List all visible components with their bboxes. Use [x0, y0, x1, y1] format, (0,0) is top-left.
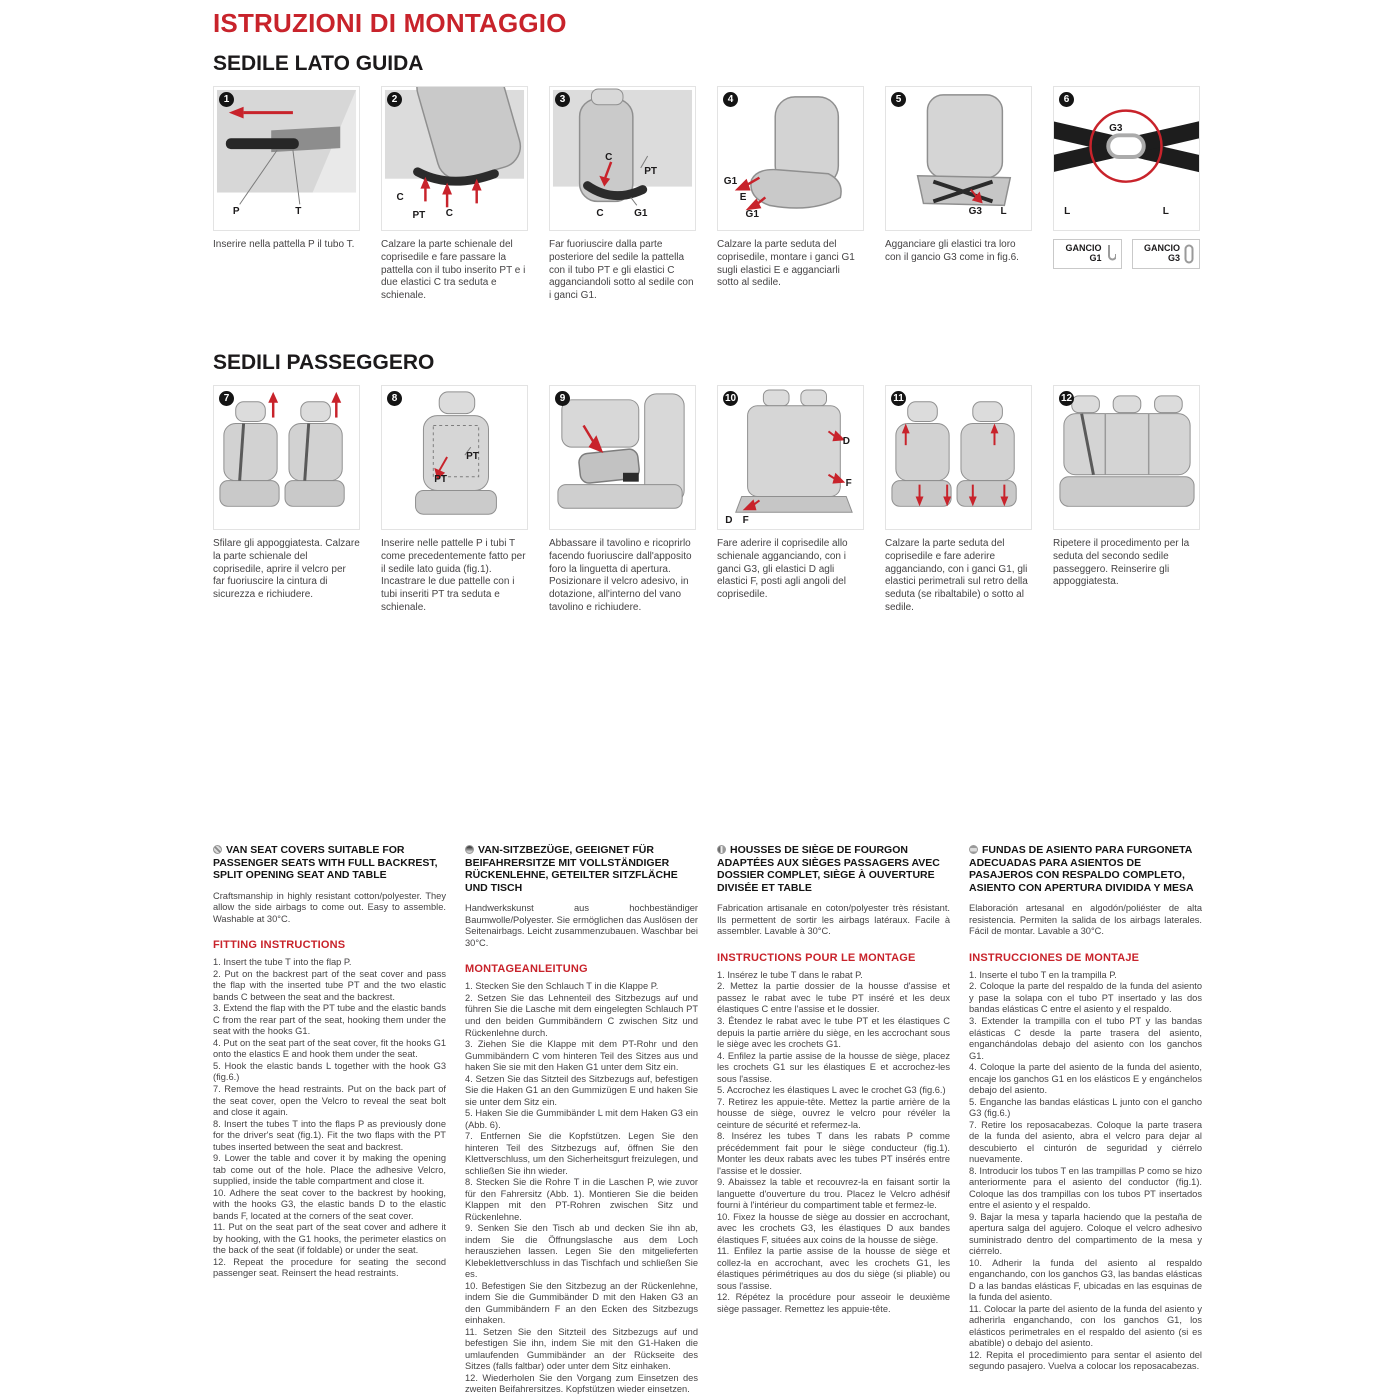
figure-8-panel [381, 385, 528, 530]
hook-g1-legend [1053, 239, 1122, 269]
column-english-header-text: VAN SEAT COVERS SUITABLE FOR PASSENGER SEATS WITH FULL BACKREST, SPLIT OPENING SEAT AND TABLE [213, 844, 438, 882]
page-title: ISTRUZIONI DI MONTAGGIO [213, 8, 567, 38]
instruction-step: 7. Retirez les appuie-tête. Mettez la partie arrière de la housse de siège, ouvrez le velcro pour révéler la ceinture de sécurité et refermez-la. [717, 1096, 950, 1130]
part-label-p: P [232, 206, 240, 218]
language-columns [213, 844, 1205, 1396]
instruction-step: 11. Colocar la parte del asiento de la funda del asiento y adherirla enganchando, con los ganchos G1, los elásticos perimetrales en el respaldo del asiento (si es abatible) o debajo del asiento. [969, 1303, 1202, 1349]
driver-captions-row [213, 239, 1205, 333]
remove-headrests-illustration [214, 386, 359, 529]
instruction-step: 5. Accrochez les élastiques L avec le crochet G3 (fig.6.) [717, 1085, 946, 1096]
instruction-step: 7. Remove the head restraints. Put on the back part of the seat cover, open the Velcro to reveal the seat bolt and close it again. [213, 1084, 446, 1118]
column-english-intro: Craftsmanship in highly resistant cotton/polyester. They allow the side airbags to come out. Easy to assemble. Washable at 30°C. [213, 890, 446, 924]
part-label-g3: G3 [1109, 123, 1123, 135]
instruction-step: 8. Insérez les tubes T dans les rabats P comme précédemment fait pour le siège conducteur (fig.1). Monter les deux rabats avec les tubes PT insérés entre l'assise et le dossier. [717, 1131, 950, 1176]
instruction-step: 11. Put on the seat part of the seat cover and adhere it by hooking, with the G1 hooks, the perimeter elastics on the back of the seat (if foldable) or under the seat. [213, 1222, 446, 1256]
instruction-step: 10. Befestigen Sie den Sitzbezug an der Rückenlehne, indem Sie die Gummibänder D mit den Haken G3 an den Gummibändern F an den Ecken des Sitzbezugs einhaken. [465, 1280, 698, 1326]
hook-g3-legend [1132, 239, 1201, 269]
instruction-step: 9. Senken Sie den Tisch ab und decken Sie ihn ab, indem Sie die Öffnungslasche aus dem Loch herausziehen lassen. Legen Sie den mitgelieferten Klebeklettverschluss in das Tischfach und schließen Sie es. [465, 1223, 698, 1280]
instruction-step: 1. Inserte el tubo T en la trampilla P. [969, 969, 1117, 980]
figure-9-caption: Abbassare il tavolino e ricoprirlo facendo fuoriuscire dall'apposito foro la linguetta di apertura. Posizionare il velcro adesivo, in dotazione, all'interno del vano tavolino e richiudere. [549, 538, 692, 613]
hook-g3-icon [1184, 244, 1194, 264]
figure-7-panel [213, 385, 360, 530]
passenger-section-title: SEDILI PASSEGGERO [213, 351, 435, 374]
instruction-step: 1. Stecken Sie den Schlauch T in die Klappe P. [465, 981, 659, 992]
figure-12-panel [1053, 385, 1200, 530]
leaflet-page [213, 0, 1205, 1396]
column-spanish-steps [969, 970, 1202, 1373]
elastics-under-seat-illustration [886, 87, 1031, 230]
part-label-l: L [1000, 206, 1007, 218]
part-label-pt: PT [434, 473, 447, 485]
figure-9-panel [549, 385, 696, 530]
instruction-step: 8. Insert the tubes T into the flaps P as previously done for the driver's seat (fig.1). Fit the two flaps with the PT tubes inserted between the seat and backrest. [213, 1118, 446, 1152]
instruction-step: 12. Wiederholen Sie den Vorgang zum Einsetzen des zweiten Beifahrersitzes. Kopfstützen wieder einsetzen. [465, 1372, 698, 1395]
hook-g3-label: GANCIO G3 [1144, 243, 1180, 263]
instruction-step: 7. Retire los reposacabezas. Coloque la parte trasera de la funda del asiento, abra el velcro para dejar al descubierto el cinturón de seguridad y ciérrelo nuevamente. [969, 1119, 1202, 1165]
column-french-header [717, 844, 950, 894]
figure-4-panel [717, 86, 864, 231]
column-german [465, 844, 698, 1396]
column-german-header-text: VAN-SITZBEZÜGE, GEEIGNET FÜR BEIFAHRERSITZE MIT VOLLSTÄNDIGER RÜCKENLEHNE, GETEILTER SITZFLÄCHE UND TISCH [465, 844, 678, 894]
flag-fr-icon [717, 845, 726, 854]
figure-1-panel [213, 86, 360, 231]
part-label-pt: PT [412, 210, 426, 222]
column-german-steps [465, 981, 698, 1396]
instruction-step: 12. Répétez la procédure pour asseoir le deuxième siège passager. Remettez les appuie-tête. [717, 1292, 950, 1314]
column-french-header-text: HOUSSES DE SIÈGE DE FOURGON ADAPTÉES AUX SIÈGES PASSAGERS AVEC DOSSIER COMPLET, SIÈGE À OUVERTURE DIVISÉE ET TABLE [717, 844, 940, 894]
backrest-cover-illustration [382, 87, 527, 230]
figure-1-caption: Inserire nella pattella P il tubo T. [213, 239, 355, 250]
part-label-d: D [842, 436, 850, 448]
column-english-header [213, 844, 446, 882]
seat-perimeter-elastics-illustration [886, 386, 1031, 529]
part-label-l: L [1064, 206, 1071, 218]
part-label-pt: PT [644, 166, 658, 178]
instruction-step: 3. Extend the flap with the PT tube and the elastic bands C from the rear part of the seat, hooking them under the seat with the hooks G1. [213, 1003, 446, 1037]
backrest-hooks-illustration [718, 386, 863, 529]
figure-5-panel [885, 86, 1032, 231]
part-label-g3: G3 [968, 206, 982, 218]
column-german-heading: MONTAGEANLEITUNG [465, 963, 588, 976]
instruction-step: 3. Ziehen Sie die Klappe mit dem PT-Rohr und den Gummibändern C vom hinteren Teil des Sitzes aus und haken Sie sie mit den Haken G1 unter dem Sitz ein. [465, 1039, 698, 1073]
figure-number-badge: 5 [891, 92, 906, 107]
figure-10-panel [717, 385, 864, 530]
column-german-intro: Handwerkskunst aus hochbeständiger Baumwolle/Polyester. Sie ermöglichen das Auslösen der Seitenairbags. Leicht zusammenzubauen. Waschbar bei 30°C. [465, 903, 698, 948]
figure-6-panel [1053, 86, 1200, 231]
instruction-step: 9. Abaissez la table et recouvrez-la en faisant sortir la languette d'ouverture du trou. Placez le Velcro adhésif fourni à l'intérieur du compartiment table et fermez-le. [717, 1177, 950, 1211]
figure-number-badge: 12 [1061, 393, 1073, 404]
instruction-step: 4. Coloque la parte del asiento de la funda del asiento, encaje los ganchos G1 en los elásticos E y engánchelos debajo del asiento. [969, 1062, 1202, 1096]
figure-number-badge: 4 [723, 92, 738, 107]
figure-5-caption: Agganciare gli elastici tra loro con il gancio G3 come in fig.6. [885, 239, 1019, 263]
instruction-step: 9. Bajar la mesa y taparla haciendo que la pestaña de apertura salga del agujero. Coloque el velcro adhesivo suministrado dentro del compartimento de la mesa y ciérrelo. [969, 1211, 1202, 1257]
column-spanish-header-text: FUNDAS DE ASIENTO PARA FURGONETA ADECUADAS PARA ASIENTOS DE PASAJEROS CON RESPALDO COMPLETO, ASIENTO CON APERTURA DIVIDIDA Y MESA [969, 844, 1194, 894]
figure-number-badge: 9 [555, 391, 570, 406]
figure-number-badge: 1 [219, 92, 234, 107]
driver-section-title: SEDILE LATO GUIDA [213, 52, 424, 75]
instruction-step: 1. Insert the tube T into the flap P. [213, 957, 352, 968]
driver-figures-row [213, 86, 1205, 231]
part-label-t: T [295, 206, 302, 218]
instruction-step: 10. Adhere the seat cover to the backrest by hooking, with the hooks G3, the elastic bands D to the elastic bands F, located at the corners of the seat cover. [213, 1187, 446, 1221]
instruction-step: 4. Setzen Sie das Sitzteil des Sitzbezugs auf, befestigen Sie die Haken G1 an den Gummizügen E und haken Sie sie unter dem Sitz ein. [465, 1073, 698, 1107]
hook-g1-icon [1106, 244, 1116, 264]
figure-7-caption: Sfilare gli appoggiatesta. Calzare la parte schienale del coprisedile, aprire il velcro per far fuoriuscire la cintura di sicurezza e richiudere. [213, 538, 360, 601]
instruction-step: 7. Entfernen Sie die Kopfstützen. Legen Sie den hinteren Teil des Sitzbezugs auf, öffnen Sie den Klettverschluss, um den Sicherheitsgurt freizulegen, und schließen Sie ihn wieder. [465, 1131, 698, 1176]
column-spanish-heading: INSTRUCCIONES DE MONTAJE [969, 951, 1140, 964]
second-passenger-seat-illustration [1054, 386, 1199, 529]
flap-under-seat-illustration [550, 87, 695, 230]
part-label-f: F [845, 477, 852, 489]
column-english [213, 844, 446, 1396]
figure-number-badge: 6 [1059, 92, 1074, 107]
part-label-e: E [739, 191, 747, 203]
figure-12-caption: Ripetere il procedimento per la seduta del secondo sedile passeggero. Reinserire gli appoggiatesta. [1053, 538, 1190, 588]
instruction-step: 2. Put on the backrest part of the seat cover and pass the flap with the inserted tube PT and the two elastic bands C between the seat and the backrest. [213, 968, 446, 1002]
flag-de-icon [465, 845, 474, 854]
hook-legend [1053, 239, 1200, 333]
column-french [717, 844, 950, 1396]
table-cover-illustration [550, 386, 695, 529]
figure-number-badge: 2 [387, 92, 402, 107]
figure-4-caption: Calzare la parte seduta del coprisedile, montare i ganci G1 sugli elastici E e agganciarli sotto al sedile. [717, 239, 855, 289]
figure-number-badge: 11 [891, 391, 906, 406]
figure-number-badge: 7 [219, 391, 234, 406]
figure-number-badge: 10 [725, 393, 737, 404]
instruction-step: 2. Mettez la partie dossier de la housse d'assise et passez le rabat avec le tube PT inséré et les deux élastiques C entre l'assise et le dossier. [717, 981, 950, 1015]
flag-es-icon [969, 845, 978, 854]
instruction-step: 5. Haken Sie die Gummibänder L mit dem Haken G3 ein (Abb. 6). [465, 1108, 698, 1130]
instruction-step: 12. Repeat the procedure for seating the second passenger seat. Reinsert the head restraints. [213, 1256, 446, 1279]
instruction-step: 9. Lower the table and cover it by making the opening tab come out of the hole. Place the adhesive Velcro, supplied, inside the table compartment and close it. [213, 1153, 446, 1187]
part-label-d: D [725, 515, 733, 527]
instruction-step: 2. Setzen Sie das Lehnenteil des Sitzbezugs auf und führen Sie die Lasche mit dem eingelegten Schlauch PT und den beiden Gummibändern C zwischen Sitz und Rückenlehne durch. [465, 992, 698, 1038]
seat-cushion-cover-illustration [718, 87, 863, 230]
part-label-c: C [396, 191, 404, 203]
instruction-step: 3. Étendez le rabat avec le tube PT et les élastiques C depuis la partie arrière du siège, en les accrochant sous le siège avec les crochets G1. [717, 1015, 950, 1050]
instruction-step: 3. Extender la trampilla con el tubo PT y las bandas elásticas C desde la parte trasera del asiento, enganchándolas debajo del asiento con los ganchos G1. [969, 1015, 1202, 1061]
instruction-step: 10. Fixez la housse de siège au dossier en accrochant, avec les crochets G3, les élastiques D aux bandes élastiques F, situées aux coins de la housse de siège. [717, 1211, 950, 1245]
figure-number-badge: 8 [387, 391, 402, 406]
instruction-step: 11. Enfilez la partie assise de la housse de siège et collez-la en accrochant, avec les crochets G1, les élastiques périmétriques au dos du siège (si pliable) ou sous l'assise. [717, 1246, 950, 1291]
column-german-header [465, 844, 698, 894]
part-label-c: C [596, 207, 604, 219]
instruction-step: 5. Hook the elastic bands L together with the hook G3 (fig.6.) [213, 1060, 446, 1083]
column-english-steps [213, 957, 446, 1279]
part-label-f: F [742, 515, 749, 527]
part-label-pt: PT [466, 450, 479, 462]
figure-2-panel [381, 86, 528, 231]
column-french-heading: INSTRUCTIONS POUR LE MONTAGE [717, 951, 916, 964]
figure-10-caption: Fare aderire il coprisedile allo schienale agganciando, con i ganci G3, gli elastici D agli elastici F, posti agli angoli del coprisedile. [717, 538, 848, 601]
figure-8-caption: Inserire nelle pattelle P i tubi T come precedentemente fatto per il sedile lato guida (fig.1). Incastrare le due pattelle con i tubi inseriti PT tra seduta e schienale. [381, 538, 526, 613]
instruction-step: 2. Coloque la parte del respaldo de la funda del asiento y pase la solapa con el tubo PT insertado y las dos bandas elásticas C entre el asiento y el respaldo. [969, 981, 1202, 1015]
instruction-step: 11. Setzen Sie den Sitzteil des Sitzbezugs auf und befestigen Sie ihn, indem Sie mit den G1-Haken die umlaufenden Gummibänder an der Rückseite des Sitzes (falls faltbar) oder unter dem Sitz einhaken. [465, 1326, 698, 1372]
column-english-heading: FITTING INSTRUCTIONS [213, 939, 346, 952]
column-french-intro: Fabrication artisanale en coton/polyester très résistant. Ils permettent de sortir les airbags latéraux. Facile à assembler. Lavable à 30°C. [717, 903, 950, 937]
instruction-step: 1. Insérez le tube T dans le rabat P. [717, 969, 863, 980]
passenger-figures-row [213, 385, 1205, 530]
figure-11-caption: Calzare la parte seduta del coprisedile e fare aderire agganciando, con i ganci G1, gli elastici perimetrali sul retro della seduta (se ribaltabile) o sotto al sedile. [885, 538, 1028, 613]
instruction-step: 10. Adherir la funda del asiento al respaldo enganchando, con los ganchos G3, las bandas elásticas D a las bandas elásticas F, ubicadas en las esquinas de la funda del asiento. [969, 1257, 1202, 1303]
flaps-between-seat-illustration [382, 386, 527, 529]
part-label-c: C [605, 151, 613, 163]
part-label-g1: G1 [723, 176, 738, 188]
hook-g3-joining-illustration [1054, 87, 1199, 230]
figure-11-panel [885, 385, 1032, 530]
passenger-captions-row [213, 538, 1205, 656]
figure-3-caption: Far fuoriuscire dalla parte posteriore del sedile la pattella con il tubo PT e gli elastici C agganciandoli sotto al sedile con i ganci G1. [549, 239, 694, 302]
column-spanish [969, 844, 1202, 1396]
instruction-step: 12. Repita el procedimiento para sentar el asiento del segundo pasajero. Vuelva a colocar los reposacabezas. [969, 1349, 1202, 1372]
column-french-steps [717, 970, 950, 1315]
figure-3-panel [549, 86, 696, 231]
part-label-l: L [1162, 206, 1169, 218]
instruction-step: 4. Enfilez la partie assise de la housse de siège, placez les crochets G1 sur les élastiques E et accrochez-les sous l'assise. [717, 1050, 950, 1084]
column-spanish-header [969, 844, 1202, 894]
instruction-step: 8. Introducir los tubos T en las trampillas P como se hizo anteriormente para el asiento del conductor (fig.1). Coloque las dos trampillas con los tubos PT insertados entre el asiento y el respaldo. [969, 1165, 1202, 1211]
part-label-c: C [445, 207, 454, 219]
column-spanish-intro: Elaboración artesanal en algodón/poliéster de alta resistencia. Permiten la salida de los airbags laterales. Fácil de montar. Lavable a 30°C. [969, 903, 1202, 937]
part-label-g1: G1 [745, 208, 759, 220]
instruction-step: 4. Put on the seat part of the seat cover, fit the hooks G1 onto the elastics E and hook them under the seat. [213, 1037, 446, 1060]
instruction-step: 5. Enganche las bandas elásticas L junto con el gancho G3 (fig.6.) [969, 1096, 1202, 1119]
part-label-g1: G1 [634, 207, 648, 219]
figure-number-badge: 3 [555, 92, 570, 107]
instruction-step: 8. Stecken Sie die Rohre T in die Laschen P, wie zuvor für den Fahrersitz (Abb. 1). Montieren Sie die beiden Klappen mit den PT-Rohren zwischen Sitz und Rückenlehne. [465, 1177, 698, 1222]
flag-en-icon [213, 845, 222, 854]
figure-2-caption: Calzare la parte schienale del coprisedile e fare passare la pattella con il tubo inserito PT e i due elastici C tra seduta e schienale. [381, 239, 526, 302]
hook-g1-label: GANCIO G1 [1065, 243, 1102, 263]
